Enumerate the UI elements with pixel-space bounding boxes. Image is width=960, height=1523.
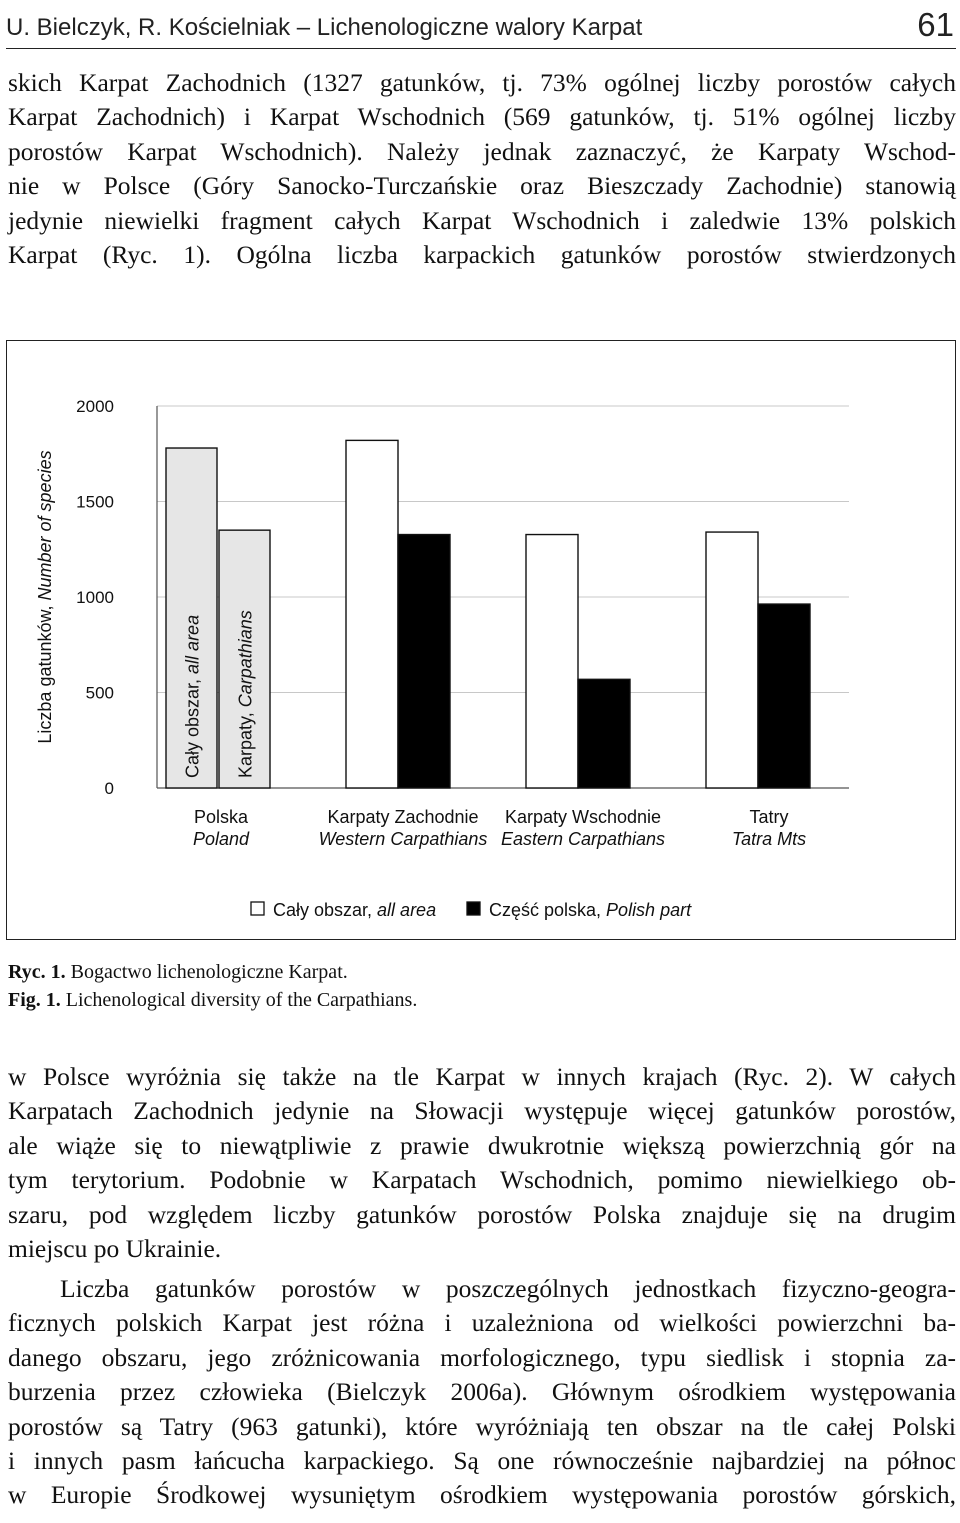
figure-caption-pl bbox=[8, 958, 348, 986]
y-tick-label: 2000 bbox=[76, 397, 114, 416]
x-category-label: Tatry bbox=[749, 807, 789, 827]
bar-polish-part bbox=[398, 535, 450, 788]
text-line: w Polsce wyróżnia się także na tle Karpat w innych krajach (Ryc. 2). W całych bbox=[8, 1062, 956, 1091]
running-header bbox=[6, 8, 956, 49]
text-line: porostów Karpat Wschodnich). Należy jednak zaznaczyć, że Karpaty Wschod- bbox=[8, 136, 956, 166]
text-line: jedynie niewielki fragment całych Karpat Wschodnich i zaledwie 13% polskich bbox=[8, 205, 956, 235]
caption-text-en: Lichenological diversity of the Carpathians. bbox=[65, 989, 418, 1011]
y-tick-label: 0 bbox=[104, 779, 114, 798]
bar-label: Karpaty, Carpathians bbox=[235, 610, 256, 778]
text-line: szaru, pod względem liczby gatunków porostów Polska znajduje się na drugim bbox=[8, 1199, 956, 1229]
y-tick-label: 1000 bbox=[76, 588, 114, 607]
paragraph-2 bbox=[8, 1060, 956, 1266]
x-category-label-en: Tatra Mts bbox=[731, 829, 807, 849]
running-header-title: U. Bielczyk, R. Kościelniak – Lichenologiczne walory Karpat bbox=[6, 14, 643, 41]
y-tick-label: 1500 bbox=[76, 492, 114, 512]
text-line: nie w Polsce (Góry Sanocko-Turczańskie oraz Bieszczady Zachodnie) stanowią bbox=[8, 171, 956, 201]
legend-swatch bbox=[251, 902, 264, 915]
bar-label: Cały obszar, all area bbox=[182, 614, 203, 778]
text-line: burzenia przez człowieka (Bielczyk 2006a). Głównym ośrodkiem występowania bbox=[8, 1377, 956, 1407]
page-number: 61 bbox=[917, 6, 954, 43]
text-line: ale wiąże się to niewątpliwie z prawie dwukrotnie większą powierzchnią gór na bbox=[8, 1130, 956, 1160]
text-line: Karpat (Ryc. 1). Ogólna liczba karpackich gatunków porostów stwierdzonych bbox=[8, 240, 956, 270]
bar-all-area bbox=[346, 440, 398, 788]
bar-polish-part bbox=[578, 679, 630, 788]
text-line: Karpat Zachodnich) i Karpat Wschodnich (569 gatunków, tj. 51% ogólnej liczby bbox=[8, 102, 956, 132]
caption-label-pl: Ryc. 1. bbox=[8, 961, 66, 983]
text-line: danego obszaru, jego zróżnicowania morfologicznego, typu siedlisk i stopnia za- bbox=[8, 1342, 956, 1372]
bar-chart bbox=[7, 341, 957, 941]
bar-all-area bbox=[526, 535, 578, 788]
x-category-label-en: Eastern Carpathians bbox=[500, 829, 666, 849]
x-category-label-en: Poland bbox=[192, 829, 250, 849]
paragraph-3 bbox=[8, 1272, 956, 1513]
caption-text-pl: Bogactwo lichenologiczne Karpat. bbox=[70, 961, 348, 983]
legend-swatch bbox=[467, 902, 480, 915]
text-line: ficznych polskich Karpat jest różna i uzależniona od wielkości powierzchni ba- bbox=[8, 1308, 956, 1338]
bar-polish-part bbox=[758, 604, 810, 788]
legend-label: Część polska, Polish part bbox=[489, 900, 692, 920]
legend-label: Cały obszar, all area bbox=[273, 900, 437, 920]
text-line: w Europie Środkowej wysuniętym ośrodkiem występowania porostów górskich, bbox=[8, 1480, 956, 1510]
text-line: tym terytorium. Podobnie w Karpatach Wschodnich, pomimo niewielkiego ob- bbox=[8, 1165, 956, 1195]
text-line: skich Karpat Zachodnich (1327 gatunków, tj. 73% ogólnej liczby porostów całych bbox=[8, 68, 956, 97]
bar-all-area bbox=[706, 532, 758, 788]
x-category-label-en: Western Carpathians bbox=[318, 829, 488, 849]
x-category-label: Karpaty Wschodnie bbox=[504, 807, 662, 827]
x-category-label: Karpaty Zachodnie bbox=[327, 807, 479, 827]
caption-label-en: Fig. 1. bbox=[8, 989, 61, 1011]
text-line: Karpatach Zachodnich jedynie na Słowacji występuje więcej gatunków porostów, bbox=[8, 1096, 956, 1126]
text-line: porostów są Tatry (963 gatunki), które wyróżniają ten obszar na tle całej Polski bbox=[8, 1411, 956, 1441]
figure-caption-en bbox=[8, 986, 417, 1014]
text-line: miejscu po Ukrainie. bbox=[8, 1234, 222, 1264]
figure-chart bbox=[6, 340, 956, 940]
text-line: i innych pasm łańcucha karpackiego. Są one równocześnie najbardziej na północ bbox=[8, 1446, 956, 1476]
x-category-label: Polska bbox=[193, 807, 249, 827]
text-line: Liczba gatunków porostów w poszczególnych jednostkach fizyczno-geogra- bbox=[60, 1274, 956, 1303]
y-tick-label: 500 bbox=[85, 683, 114, 703]
top-paragraph bbox=[8, 66, 956, 272]
y-axis-label: Liczba gatunków, Number of species bbox=[35, 450, 55, 744]
